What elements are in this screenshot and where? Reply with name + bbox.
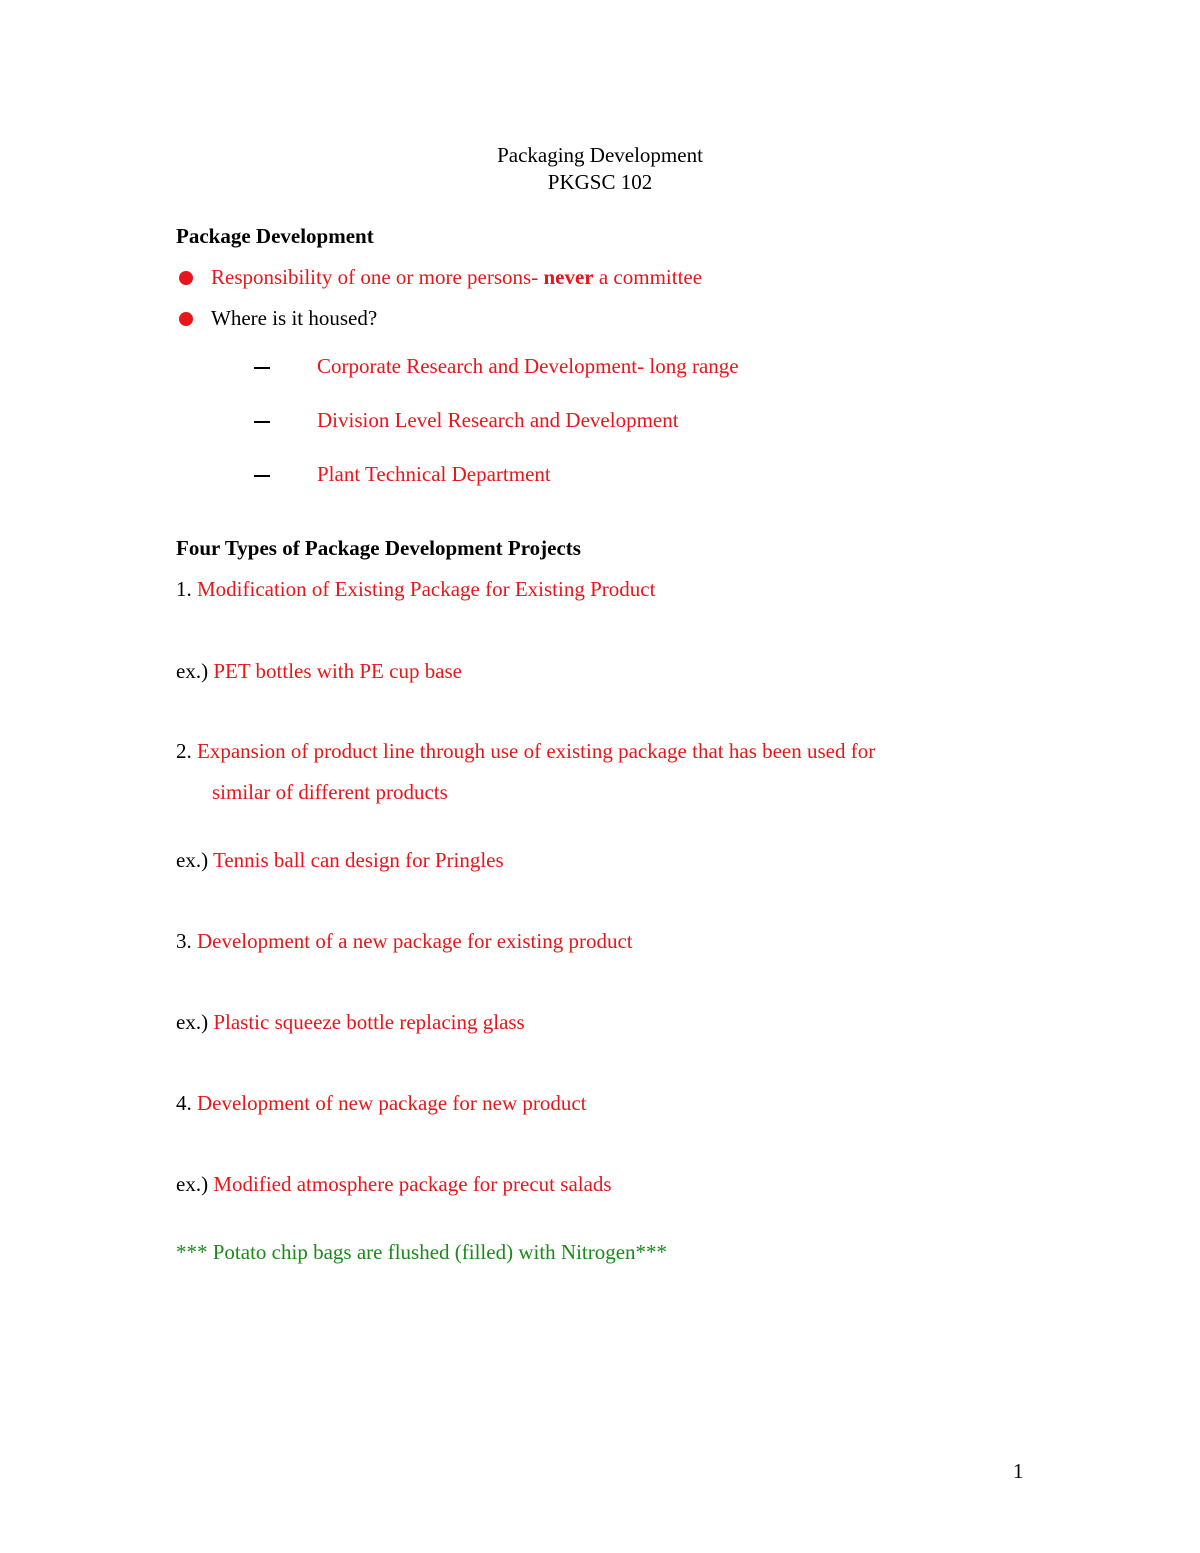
project-type-2 [176,739,875,764]
example-label: ex.) [176,848,209,872]
bullet-item-responsibility [211,265,702,290]
project-type-2-continued: similar of different products [212,780,448,804]
nitrogen-note: *** Potato chip bags are flushed (filled) with Nitrogen*** [176,1240,668,1264]
dash-icon [254,475,270,477]
item-number: 3. [176,929,192,953]
dash-icon [254,421,270,423]
bullet-text-suffix: a committee [593,265,703,289]
project-type-4 [176,1091,587,1116]
bullet-icon [179,312,193,326]
course-code: PKGSC 102 [547,170,653,194]
item-text: Development of new package for new product [197,1091,587,1115]
example-label: ex.) [176,659,209,683]
example-label: ex.) [176,1172,209,1196]
item-number: 1. [176,577,192,601]
subitem-corporate: Corporate Research and Development- long range [317,354,739,378]
example-text: Modified atmosphere package for precut salads [213,1172,612,1196]
page-number: 1 [1013,1459,1024,1483]
example-label: ex.) [176,1010,209,1034]
bullet-icon [179,271,193,285]
section-heading-four-types: Four Types of Package Development Projects [176,536,581,560]
subitem-division: Division Level Research and Development [317,408,679,432]
item-number: 4. [176,1091,192,1115]
example-text: Tennis ball can design for Pringles [212,848,504,872]
item-text: Expansion of product line through use of existing package that has been used for [197,739,876,763]
example-text: Plastic squeeze bottle replacing glass [213,1010,525,1034]
item-text: Modification of Existing Package for Existing Product [197,577,656,601]
dash-icon [254,367,270,369]
example-3 [176,1010,525,1035]
example-4 [176,1172,612,1197]
example-2 [176,848,504,873]
item-number: 2. [176,739,192,763]
subitem-plant: Plant Technical Department [317,462,551,486]
project-type-1 [176,577,655,602]
section-heading-package-development: Package Development [176,224,374,248]
bullet-text-prefix: Responsibility of one or more persons- [211,265,544,289]
example-text: PET bottles with PE cup base [213,659,463,683]
item-text: Development of a new package for existing product [197,929,633,953]
document-title: Packaging Development [497,143,703,167]
bullet-text-emphasis: never [543,265,594,289]
example-1 [176,659,462,684]
project-type-3 [176,929,633,954]
bullet-item-where-housed: Where is it housed? [211,306,378,330]
